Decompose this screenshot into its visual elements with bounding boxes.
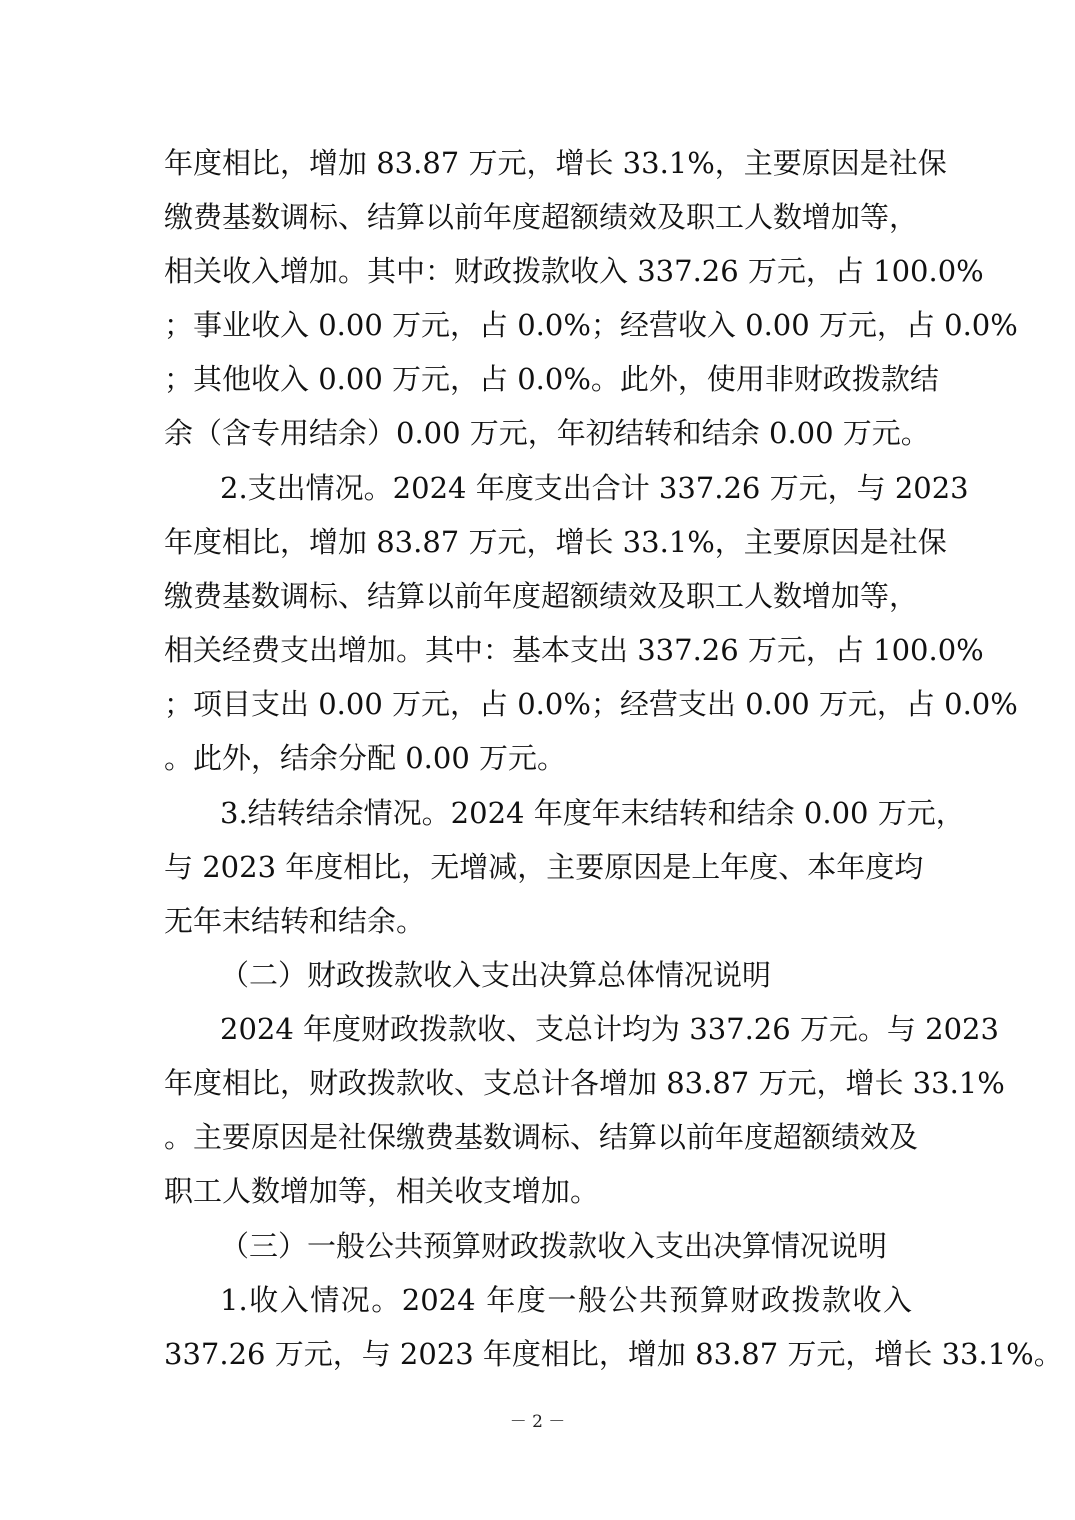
section-heading: （三）一般公共预算财政拨款收入支出决算情况说明 (220, 1229, 888, 1263)
paragraph-line: 相关收入增加。其中：财政拨款收入 337.26 万元，占 100.0% (164, 254, 984, 288)
paragraph-line: 无年末结转和结余。 (164, 904, 426, 938)
paragraph-line: 337.26 万元，与 2023 年度相比，增加 83.87 万元，增长 33.1%。 (164, 1337, 1063, 1371)
section-heading: （二）财政拨款收入支出决算总体情况说明 (220, 958, 772, 992)
paragraph-line: 1.收入情况。2024 年度一般公共预算财政拨款收入 (220, 1283, 912, 1317)
paragraph-line: 相关经费支出增加。其中：基本支出 337.26 万元，占 100.0% (164, 633, 984, 667)
paragraph-line: 2024 年度财政拨款收、支总计均为 337.26 万元。与 2023 (220, 1012, 999, 1046)
paragraph-line: 职工人数增加等，相关收支增加。 (164, 1174, 600, 1208)
paragraph-line: 年度相比，财政拨款收、支总计各增加 83.87 万元，增长 33.1% (164, 1066, 1005, 1100)
paragraph-line: 。主要原因是社保缴费基数调标、结算以前年度超额绩效及 (164, 1120, 919, 1154)
paragraph-line: 缴费基数调标、结算以前年度超额绩效及职工人数增加等， (164, 579, 919, 613)
paragraph-line: ；项目支出 0.00 万元，占 0.0%；经营支出 0.00 万元，占 0.0% (164, 687, 1018, 721)
paragraph-line: 与 2023 年度相比，无增减，主要原因是上年度、本年度均 (164, 850, 924, 884)
paragraph-line: 年度相比，增加 83.87 万元，增长 33.1%，主要原因是社保 (164, 146, 947, 180)
page-number: － 2 － (509, 1412, 566, 1432)
paragraph-line: 2.支出情况。2024 年度支出合计 337.26 万元，与 2023 (220, 471, 969, 505)
paragraph-line: 3.结转结余情况。2024 年度年末结转和结余 0.00 万元， (220, 796, 965, 830)
paragraph-line: 。此外，结余分配 0.00 万元。 (164, 741, 567, 775)
paragraph-line: 缴费基数调标、结算以前年度超额绩效及职工人数增加等， (164, 200, 919, 234)
paragraph-line: 余（含专用结余）0.00 万元，年初结转和结余 0.00 万元。 (164, 416, 930, 450)
paragraph-line: 年度相比，增加 83.87 万元，增长 33.1%，主要原因是社保 (164, 525, 947, 559)
paragraph-line: ；事业收入 0.00 万元，占 0.0%；经营收入 0.00 万元，占 0.0% (164, 308, 1018, 342)
paragraph-line: ；其他收入 0.00 万元，占 0.0%。此外，使用非财政拨款结 (164, 362, 939, 396)
